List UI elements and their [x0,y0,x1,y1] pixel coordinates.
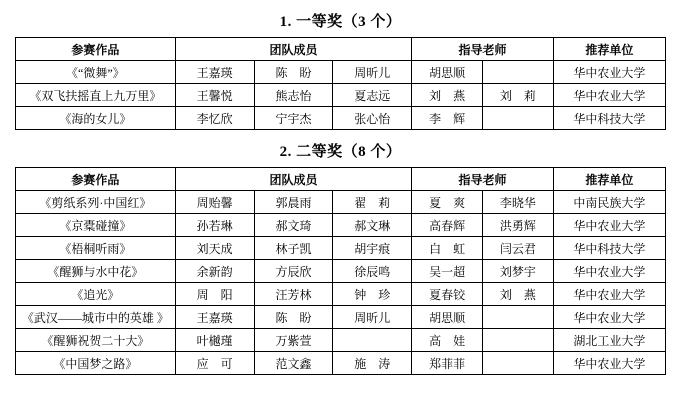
cell-unit: 华中农业大学 [553,352,665,375]
cell-teacher: 夏春铰 [412,283,483,306]
cell-member: 王馨悦 [175,84,254,107]
cell-member: 翟 莉 [333,191,412,214]
cell-member: 钟 珍 [333,283,412,306]
cell-member: 林子凯 [254,237,333,260]
cell-teacher: 吴一超 [412,260,483,283]
table-row [16,352,666,375]
cell-member: 刘天成 [175,237,254,260]
cell-member: 郭晨雨 [254,191,333,214]
cell-unit: 华中农业大学 [553,283,665,306]
cell-member: 陈 盼 [254,61,333,84]
cell-member: 郝文琳 [333,214,412,237]
cell-member: 范文鑫 [254,352,333,375]
cell-member: 应 可 [175,352,254,375]
cell-unit: 华中农业大学 [553,306,665,329]
first-prize-table [15,37,666,130]
cell-member: 王嘉瑛 [175,61,254,84]
cell-teacher [482,306,553,329]
cell-unit: 华中农业大学 [553,214,665,237]
cell-member: 胡宇痕 [333,237,412,260]
column-header-unit: 推荐单位 [553,38,665,61]
cell-member: 宁宇杰 [254,107,333,130]
cell-member: 余新韵 [175,260,254,283]
cell-teacher: 夏 爽 [412,191,483,214]
cell-member: 周昕儿 [333,306,412,329]
cell-work: 《京橐碰撞》 [16,214,176,237]
cell-teacher [482,107,553,130]
cell-work: 《追光》 [16,283,176,306]
cell-work: 《醒狮祝贺二十大》 [16,329,176,352]
table-row [16,329,666,352]
cell-teacher: 胡思顺 [412,306,483,329]
column-header-work: 参赛作品 [16,38,176,61]
cell-member: 夏志远 [333,84,412,107]
table-row [16,191,666,214]
column-header-teachers: 指导老师 [412,168,554,191]
cell-member: 陈 盼 [254,306,333,329]
cell-unit: 华中农业大学 [553,84,665,107]
section-title-first-prize: 1. 一等奖（3 个） [279,14,402,30]
table-row [16,306,666,329]
column-header-members: 团队成员 [175,38,412,61]
cell-member [333,329,412,352]
cell-unit: 华中农业大学 [553,260,665,283]
cell-member: 施 涛 [333,352,412,375]
table-row [16,61,666,84]
column-header-teachers: 指导老师 [412,38,554,61]
cell-member: 汪芳林 [254,283,333,306]
cell-member: 张心怡 [333,107,412,130]
cell-member: 郝文琦 [254,214,333,237]
column-header-work: 参赛作品 [16,168,176,191]
cell-member: 周昕儿 [333,61,412,84]
column-header-unit: 推荐单位 [553,168,665,191]
cell-teacher: 洪勇辉 [482,214,553,237]
section-title-second-prize: 2. 二等奖（8 个） [279,144,402,160]
table-row [16,260,666,283]
cell-teacher: 高 娃 [412,329,483,352]
cell-teacher: 胡思顺 [412,61,483,84]
cell-teacher: 郑菲菲 [412,352,483,375]
cell-unit: 中南民族大学 [553,191,665,214]
section-second-prize [0,130,681,375]
cell-teacher [482,329,553,352]
table-row [16,107,666,130]
cell-member: 叶樾瑾 [175,329,254,352]
cell-member: 李忆欣 [175,107,254,130]
table-header-row [16,38,666,61]
table-header-row [16,168,666,191]
cell-member: 熊志怡 [254,84,333,107]
cell-teacher: 李 辉 [412,107,483,130]
cell-member: 周贻馨 [175,191,254,214]
cell-work: 《梧桐听雨》 [16,237,176,260]
cell-work: 《海的女儿》 [16,107,176,130]
table-row [16,237,666,260]
cell-member: 方辰欣 [254,260,333,283]
cell-unit: 华中科技大学 [553,107,665,130]
cell-work: 《中国梦之路》 [16,352,176,375]
table-row [16,84,666,107]
cell-teacher [482,352,553,375]
cell-member: 孙若琳 [175,214,254,237]
cell-unit: 华中科技大学 [553,237,665,260]
table-row [16,214,666,237]
cell-teacher: 刘梦宇 [482,260,553,283]
cell-teacher: 李晓华 [482,191,553,214]
cell-member: 徐辰鸣 [333,260,412,283]
cell-work: 《醒狮与水中花》 [16,260,176,283]
column-header-members: 团队成员 [175,168,412,191]
cell-teacher: 刘 燕 [482,283,553,306]
cell-work: 《剪纸系列·中国红》 [16,191,176,214]
cell-work: 《双飞扶摇直上九万里》 [16,84,176,107]
cell-member: 王嘉瑛 [175,306,254,329]
section-first-prize [0,0,681,130]
second-prize-table [15,167,666,375]
cell-teacher: 白 虹 [412,237,483,260]
table-row [16,283,666,306]
cell-member: 万紫萱 [254,329,333,352]
cell-unit: 湖北工业大学 [553,329,665,352]
cell-teacher [482,61,553,84]
cell-work: 《“微舞”》 [16,61,176,84]
cell-teacher: 闫云君 [482,237,553,260]
cell-work: 《武汉——城市中的英雄 》 [16,306,176,329]
cell-teacher: 刘 莉 [482,84,553,107]
cell-member: 周 阳 [175,283,254,306]
cell-teacher: 刘 燕 [412,84,483,107]
cell-teacher: 高春辉 [412,214,483,237]
cell-unit: 华中农业大学 [553,61,665,84]
